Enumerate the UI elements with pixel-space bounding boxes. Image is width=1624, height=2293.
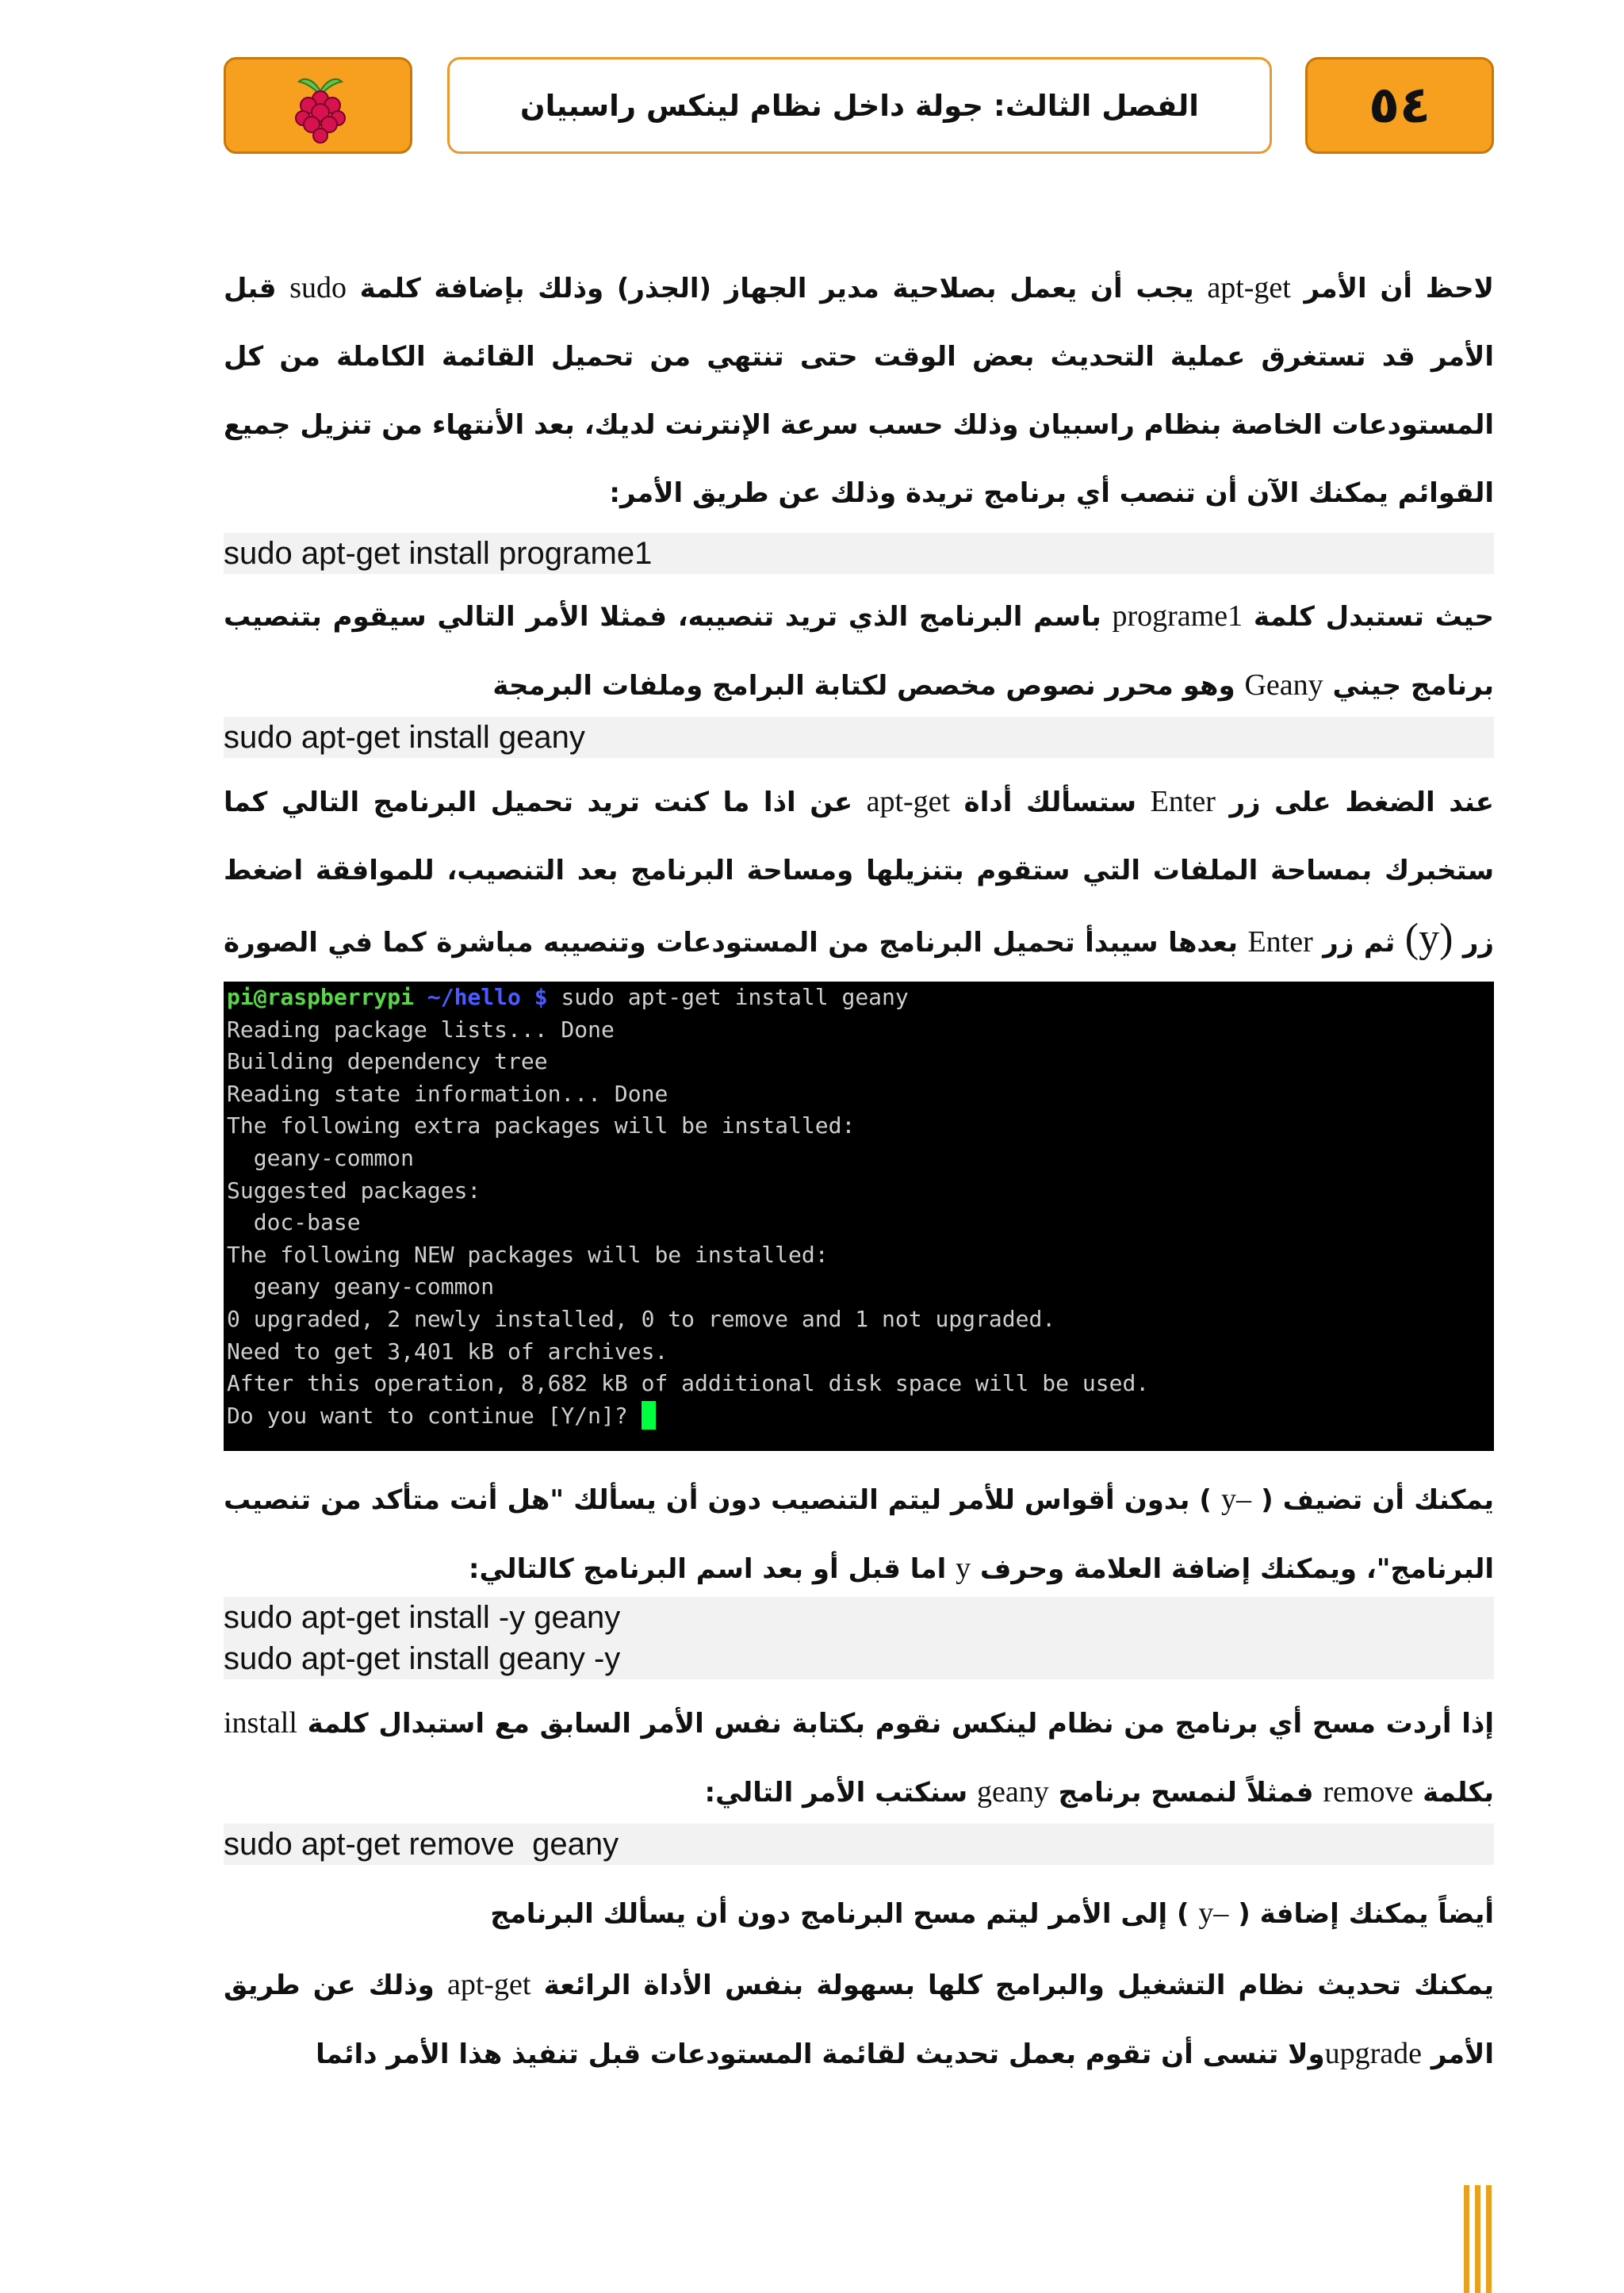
command-block-install-y bbox=[224, 1597, 1494, 1679]
terminal-line: After this operation, 8,682 kB of additional disk space will be used. bbox=[227, 1370, 1150, 1397]
command-line: sudo apt-get remove geany bbox=[224, 1827, 619, 1862]
terminal-line-prompt-continue: Do you want to continue [Y/n]? bbox=[227, 1402, 642, 1429]
terminal-cursor bbox=[642, 1401, 656, 1430]
terminal-line: doc-base bbox=[227, 1209, 361, 1236]
chapter-title-box bbox=[447, 57, 1272, 154]
decorative-stripe bbox=[1475, 2185, 1480, 2293]
paragraph-upgrade: يمكنك تحديث نظام التشغيل والبرامج كلها بسهولة بنفس الأداة الرائعة apt-get وذلك عن طريق الأمر upgradeولا تنسى أن تقوم بعمل تحديث لقائمة المستودعات قبل تنفيذ هذا الأمر دائما bbox=[224, 1968, 1495, 2070]
decorative-stripe bbox=[1464, 2185, 1469, 2293]
command-line: sudo apt-get install geany -y bbox=[224, 1641, 621, 1676]
terminal-command: sudo apt-get install geany bbox=[547, 984, 909, 1010]
terminal-line: Reading state information... Done bbox=[227, 1080, 668, 1107]
terminal-screenshot bbox=[224, 982, 1494, 1451]
terminal-line: Suggested packages: bbox=[227, 1177, 481, 1204]
paragraph-sudo-note: لاحظ أن الأمر apt-get يجب أن يعمل بصلاحية مدير الجهاز (الجذر) وذلك بإضافة كلمة sudo قبل الأمر قد تستغرق عملية التحديث بعض الوقت حتى تنتهي من تحميل القائمة الكاملة من كل المستودعات الخاصة بنظام راسبيان وذلك حسب سرعة الإنترنت لديك، بعد الأنتهاء من تنزيل جميع القوائم يمكنك الآن أن تنصب أي برنامج تريدة وذلك عن طريق الأمر: bbox=[224, 271, 1494, 509]
paragraph-remove-y: أيضاً يمكنك إضافة ( –y ) إلى الأمر ليتم مسح البرنامج دون أن يسألك البرنامج bbox=[490, 1897, 1494, 1930]
terminal-line: The following extra packages will be installed: bbox=[227, 1112, 856, 1139]
terminal-line: The following NEW packages will be installed: bbox=[227, 1241, 829, 1268]
terminal-line: geany-common bbox=[227, 1144, 415, 1171]
chapter-title: الفصل الثالث: جولة داخل نظام لينكس راسبيان bbox=[520, 88, 1199, 123]
command-line: sudo apt-get install programe1 bbox=[224, 536, 653, 571]
raspberry-pi-logo-icon bbox=[289, 71, 351, 144]
terminal-line: Need to get 3,401 kB of archives. bbox=[227, 1338, 668, 1365]
decorative-stripe bbox=[1486, 2185, 1492, 2293]
command-line: sudo apt-get install -y geany bbox=[224, 1600, 621, 1635]
terminal-line: Reading package lists... Done bbox=[227, 1016, 615, 1043]
terminal-line: geany geany-common bbox=[227, 1273, 495, 1300]
command-block-install-geany bbox=[224, 717, 1494, 758]
terminal-prompt-user: pi@raspberrypi bbox=[227, 984, 415, 1010]
paragraph-remove: إذا أردت مسح أي برنامج من نظام لينكس نقوم بكتابة نفس الأمر السابق مع استبدال كلمة install بكلمة remove فمثلاً لنمسح برنامج geany سنكتب الأمر التالي: bbox=[224, 1706, 1494, 1809]
paragraph-y-flag: يمكنك أن تضيف ( –y ) بدون أقواس للأمر ليتم التنصيب دون أن يسألك "هل أنت متأكد من تنصيب البرنامج"، ويمكنك إضافة العلامة وحرف y اما قبل أو بعد اسم البرنامج كالتالي: bbox=[224, 1483, 1495, 1585]
page-number-box bbox=[1305, 57, 1494, 154]
page-number: ٥٤ bbox=[1368, 76, 1431, 135]
terminal-prompt-path: ~/hello $ bbox=[427, 984, 548, 1010]
paragraph-enter-confirm: عند الضغط على زر Enter ستسألك أداة apt-get عن اذا ما كنت تريد تحميل البرنامج التالي كما ستخبرك بمساحة الملفات التي ستقوم بتنزيلها ومساحة البرنامج بعد التنصيب، للموافقة اضغط زر (y) ثم زر Enter بعدها سيبدأ تحميل البرنامج من المستودعات وتنصيبه مباشرة كما في الصورة bbox=[224, 785, 1494, 961]
command-block-install-programe1 bbox=[224, 533, 1494, 574]
logo-box bbox=[224, 57, 412, 154]
terminal-line: Building dependency tree bbox=[227, 1048, 548, 1075]
paragraph-geany-intro: حيث تستبدل كلمة programe1 باسم البرنامج الذي تريد تنصيبه، فمثلا الأمر التالي سيقوم بتنصيب برنامج جيني Geany وهو محرر نصوص مخصص لكتابة البرامج وملفات البرمجة bbox=[224, 599, 1494, 702]
command-block-remove-geany bbox=[224, 1824, 1494, 1865]
terminal-line: 0 upgraded, 2 newly installed, 0 to remove and 1 not upgraded. bbox=[227, 1305, 1056, 1332]
command-line: sudo apt-get install geany bbox=[224, 720, 585, 755]
